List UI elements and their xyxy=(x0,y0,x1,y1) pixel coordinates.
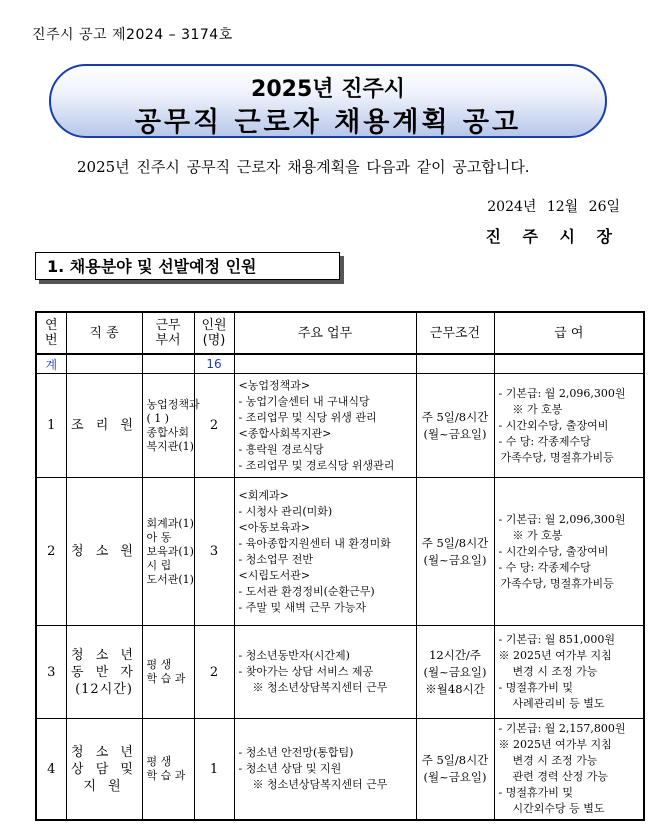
total-label: 계 xyxy=(36,354,66,374)
row-pay: - 기본급: 월 2,096,300원 ※ 가 호봉 - 시간외수당, 출장여비 - 수 당: 각종제수당 가족수당, 명절휴가비등 xyxy=(494,374,644,478)
header-count: 인원 (명) xyxy=(194,312,234,354)
row-count: 3 xyxy=(194,478,234,626)
row-no: 2 xyxy=(36,478,66,626)
header-job: 직 종 xyxy=(66,312,142,354)
header-pay: 급 여 xyxy=(494,312,644,354)
notice-date: 2024년 12월 26일 xyxy=(487,199,620,215)
row-duty: <농업정책과> - 농업기술센터 내 구내식당 - 조리업무 및 식당 위생 관리 <종합사회복지관> - 흥락원 경로식당 - 조리업무 및 경로식당 위생관리 xyxy=(234,374,416,478)
row-job: 청 소 년 동 반 자 (12시간) xyxy=(66,626,142,719)
row-job: 청 소 원 xyxy=(66,478,142,626)
row-pay: - 기본급: 월 2,157,800원 ※ 2025년 여가부 지침 변경 시 조정 가능 관련 경력 산정 가능 - 명절휴가비 및 시간외수당 등 별도 xyxy=(494,719,644,821)
row-cond: 주 5일/8시간 (월~금요일) xyxy=(416,719,494,821)
intro-text: 2025년 진주시 공무직 근로자 채용계획을 다음과 같이 공고합니다. xyxy=(77,158,530,176)
total-count: 16 xyxy=(194,354,234,374)
header-cond: 근무조건 xyxy=(416,312,494,354)
row-job: 조 리 원 xyxy=(66,374,142,478)
row-cond: 주 5일/8시간 (월~금요일) xyxy=(416,374,494,478)
row-pay: - 기본급: 월 851,000원 ※ 2025년 여가부 지침 변경 시 조정 가능 - 명절휴가비 및 사례관리비 등 별도 xyxy=(494,626,644,719)
recruitment-table xyxy=(35,311,645,821)
row-count: 1 xyxy=(194,719,234,821)
row-pay: - 기본급: 월 2,096,300원 ※ 가 호봉 - 시간외수당, 출장여비 - 수 당: 각종제수당 가족수당, 명절휴가비등 xyxy=(494,478,644,626)
issuer: 진 주 시 장 xyxy=(485,227,620,246)
header-dept: 근무 부서 xyxy=(142,312,194,354)
row-count: 2 xyxy=(194,626,234,719)
row-duty: - 청소년동반자(시간제) - 찾아가는 상담 서비스 제공 ※ 청소년상담복지센터 근무 xyxy=(234,626,416,719)
table-row xyxy=(36,478,644,626)
row-dept: 농업정책과 ( 1 ) 종합사회 복지관(1) xyxy=(142,374,194,478)
row-no: 4 xyxy=(36,719,66,821)
row-cond: 12시간/주 (월~금요일) ※월48시간 xyxy=(416,626,494,719)
header-no: 연 번 xyxy=(36,312,66,354)
row-no: 1 xyxy=(36,374,66,478)
row-dept: 평 생 학 습 과 xyxy=(142,719,194,821)
section-title: 1. 채용분야 및 선발예정 인원 xyxy=(35,252,340,280)
row-cond: 주 5일/8시간 (월~금요일) xyxy=(416,478,494,626)
table-header-row xyxy=(36,312,644,354)
total-row xyxy=(36,354,644,374)
header-duty: 주요 업무 xyxy=(234,312,416,354)
notice-number: 진주시 공고 제2024 – 3174호 xyxy=(32,27,233,43)
table-row xyxy=(36,374,644,478)
row-dept: 평 생 학 습 과 xyxy=(142,626,194,719)
row-job: 청 소 년 상 담 및 지 원 xyxy=(66,719,142,821)
title-banner xyxy=(49,64,607,138)
row-dept: 회계과(1) 아 동 보육과(1) 시 립 도서관(1) xyxy=(142,478,194,626)
banner-title-line2: 공무직 근로자 채용계획 공고 xyxy=(134,107,522,138)
row-duty: - 청소년 안전망(통합팀) - 청소년 상담 및 지원 ※ 청소년상담복지센터 근무 xyxy=(234,719,416,821)
row-duty: <회계과> - 시청사 관리(미화) <아동보육과> - 육아종합지원센터 내 환경미화 - 청소업무 전반 <시립도서관> - 도서관 환경정비(순환근무) - 주말 및 새벽 근무 가능자 xyxy=(234,478,416,626)
table-row xyxy=(36,626,644,719)
table-row xyxy=(36,719,644,821)
row-no: 3 xyxy=(36,626,66,719)
row-count: 2 xyxy=(194,374,234,478)
banner-title-line1: 2025년 진주시 xyxy=(251,77,405,102)
